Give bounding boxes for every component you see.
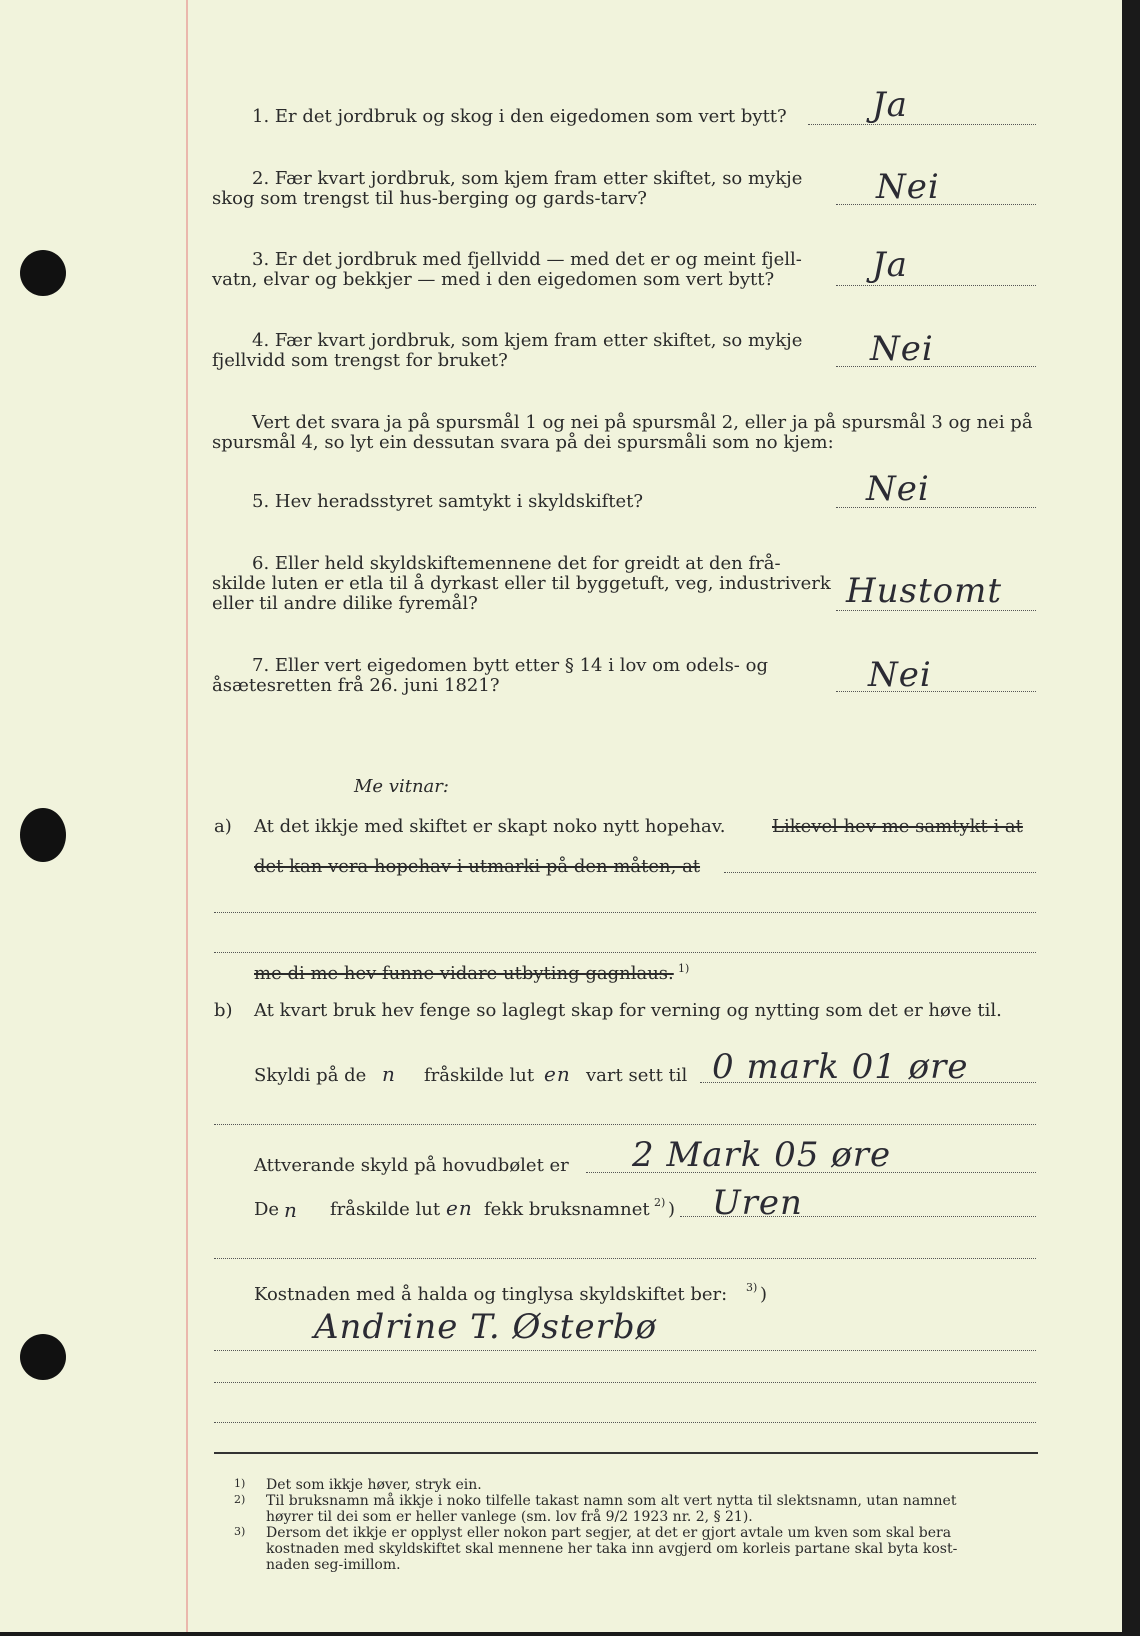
question-3-line-1: 3. Er det jordbruk med fjellvidd — med det er og meint fjell- bbox=[252, 249, 802, 270]
footnote-3-line-1: Dersom det ikkje er opplyst eller nokon part segjer, at det er gjort avtale um kven som skal bera bbox=[266, 1525, 952, 1541]
den-suffix: fekk bruksnamnet bbox=[484, 1199, 650, 1220]
witness-a-struck-2: det kan vera hopehav i utmarki på den måten, at bbox=[254, 856, 701, 877]
skyldi-mid: fråskilde lut bbox=[424, 1065, 535, 1086]
question-7-line-1: 7. Eller vert eigedomen bytt etter § 14 i lov om odels- og bbox=[252, 655, 768, 676]
den-mid: fråskilde lut bbox=[330, 1199, 441, 1220]
answer-line-4 bbox=[836, 366, 1036, 367]
footnote-3-mark: 3) bbox=[234, 1525, 246, 1538]
footnote-separator bbox=[214, 1452, 1038, 1454]
answer-4: Nei bbox=[870, 329, 934, 369]
bruksnamn-value: Uren bbox=[712, 1183, 803, 1223]
skyldi-handwritten-2: en bbox=[544, 1062, 571, 1086]
question-6-line-3: eller til andre dilike fyremål? bbox=[212, 593, 478, 614]
instruction-line-2: spursmål 4, so lyt ein dessutan svara på dei spursmåli som no kjem: bbox=[212, 432, 834, 453]
witness-a-text: At det ikkje med skiftet er skapt noko nytt hopehav. bbox=[254, 816, 726, 837]
answer-2: Nei bbox=[876, 167, 940, 207]
footnote-ref-3: 3) bbox=[746, 1281, 758, 1294]
kostnad-line-3 bbox=[214, 1422, 1036, 1423]
question-1-line-1: 1. Er det jordbruk og skog i den eigedomen som vert bytt? bbox=[252, 106, 787, 127]
den-handwritten-2: en bbox=[446, 1196, 473, 1220]
witness-a-struck-1: Likevel hev me samtykt i at bbox=[772, 816, 1023, 837]
question-2-line-2: skog som trengst til hus-berging og gards-tarv? bbox=[212, 188, 647, 209]
skyldi-prefix: Skyldi på de bbox=[254, 1065, 367, 1086]
skyldi-value: 0 mark 01 øre bbox=[712, 1047, 969, 1087]
kostnad-line-2 bbox=[214, 1382, 1036, 1383]
footnote-2-mark: 2) bbox=[234, 1493, 246, 1506]
answer-1: Ja bbox=[872, 85, 908, 125]
question-6-line-1: 6. Eller held skyldskiftemennene det for greidt at den frå- bbox=[252, 553, 781, 574]
kostnad-value: Andrine T. Østerbø bbox=[314, 1307, 658, 1347]
margin-line bbox=[186, 0, 188, 1632]
punch-hole-bottom bbox=[20, 1334, 66, 1380]
den-close-paren: ) bbox=[668, 1199, 676, 1220]
footnote-1-mark: 1) bbox=[234, 1477, 246, 1490]
answer-5: Nei bbox=[866, 469, 930, 509]
question-6-line-2: skilde luten er etla til å dyrkast eller til byggetuft, veg, industriverk bbox=[212, 573, 831, 594]
answer-line-3 bbox=[836, 285, 1036, 286]
answer-6: Hustomt bbox=[846, 571, 1003, 611]
attverande-value: 2 Mark 05 øre bbox=[632, 1135, 892, 1175]
footnote-3-line-2: kostnaden med skyldskiftet skal mennene her taka inn avgjerd om korleis partane skal byta kost- bbox=[266, 1541, 958, 1557]
attverande-prefix: Attverande skyld på hovudbølet er bbox=[254, 1155, 569, 1176]
footnote-ref-2: 2) bbox=[654, 1196, 666, 1209]
instruction-line-1: Vert det svara ja på spursmål 1 og nei på spursmål 2, eller ja på spursmål 3 og nei på bbox=[252, 412, 1033, 433]
footnote-3-line-3: naden seg-imillom. bbox=[266, 1557, 401, 1573]
witness-heading: Me vitnar: bbox=[354, 776, 449, 797]
witness-a-line-3 bbox=[214, 952, 1036, 953]
witness-b-label: b) bbox=[214, 1000, 233, 1021]
answer-7: Nei bbox=[868, 655, 932, 695]
kostnad-label: Kostnaden med å halda og tinglysa skyldskiftet ber: bbox=[254, 1284, 728, 1305]
question-4-line-1: 4. Fær kvart jordbruk, som kjem fram etter skiftet, so mykje bbox=[252, 330, 803, 351]
question-3-line-2: vatn, elvar og bekkjer — med i den eigedomen som vert bytt? bbox=[212, 269, 775, 290]
skyldi-line-2 bbox=[214, 1124, 1036, 1125]
witness-a-line-2 bbox=[214, 912, 1036, 913]
answer-3: Ja bbox=[872, 245, 908, 285]
kostnad-line-1 bbox=[214, 1350, 1036, 1351]
punch-hole-top bbox=[20, 250, 66, 296]
witness-a-label: a) bbox=[214, 816, 232, 837]
question-5-line-1: 5. Hev heradsstyret samtykt i skyldskiftet? bbox=[252, 491, 644, 512]
witness-b-text: At kvart bruk hev fenge so laglegt skap for verning og nytting som det er høve til. bbox=[254, 1000, 1002, 1021]
question-2-line-1: 2. Fær kvart jordbruk, som kjem fram etter skiftet, so mykje bbox=[252, 168, 803, 189]
footnote-ref-1: 1) bbox=[678, 962, 690, 975]
witness-a-line-1 bbox=[724, 872, 1036, 873]
answer-line-1 bbox=[808, 124, 1036, 125]
bruksnamn-line-2 bbox=[214, 1258, 1036, 1259]
den-prefix: De bbox=[254, 1199, 280, 1220]
punch-hole-middle bbox=[20, 808, 66, 862]
skyldi-handwritten-1: n bbox=[382, 1062, 396, 1086]
answer-line-7 bbox=[836, 691, 1036, 692]
kostnad-close-paren: ) bbox=[760, 1284, 768, 1305]
den-handwritten-1: n bbox=[284, 1198, 298, 1222]
skyldi-suffix: vart sett til bbox=[586, 1065, 688, 1086]
footnote-1-text: Det som ikkje høver, stryk ein. bbox=[266, 1477, 482, 1493]
question-7-line-2: åsætesretten frå 26. juni 1821? bbox=[212, 675, 500, 696]
footnote-2-line-2: høyrer til dei som er heller vanlege (sm. lov frå 9/2 1923 nr. 2, § 21). bbox=[266, 1509, 753, 1525]
witness-a-struck-3: me di me hev funne vidare utbyting gagnlaus. bbox=[254, 963, 674, 984]
question-4-line-2: fjellvidd som trengst for bruket? bbox=[212, 350, 508, 371]
footnote-2-line-1: Til bruksnamn må ikkje i noko tilfelle takast namn som alt vert nytta til slektsnamn, utan namnet bbox=[266, 1493, 957, 1509]
